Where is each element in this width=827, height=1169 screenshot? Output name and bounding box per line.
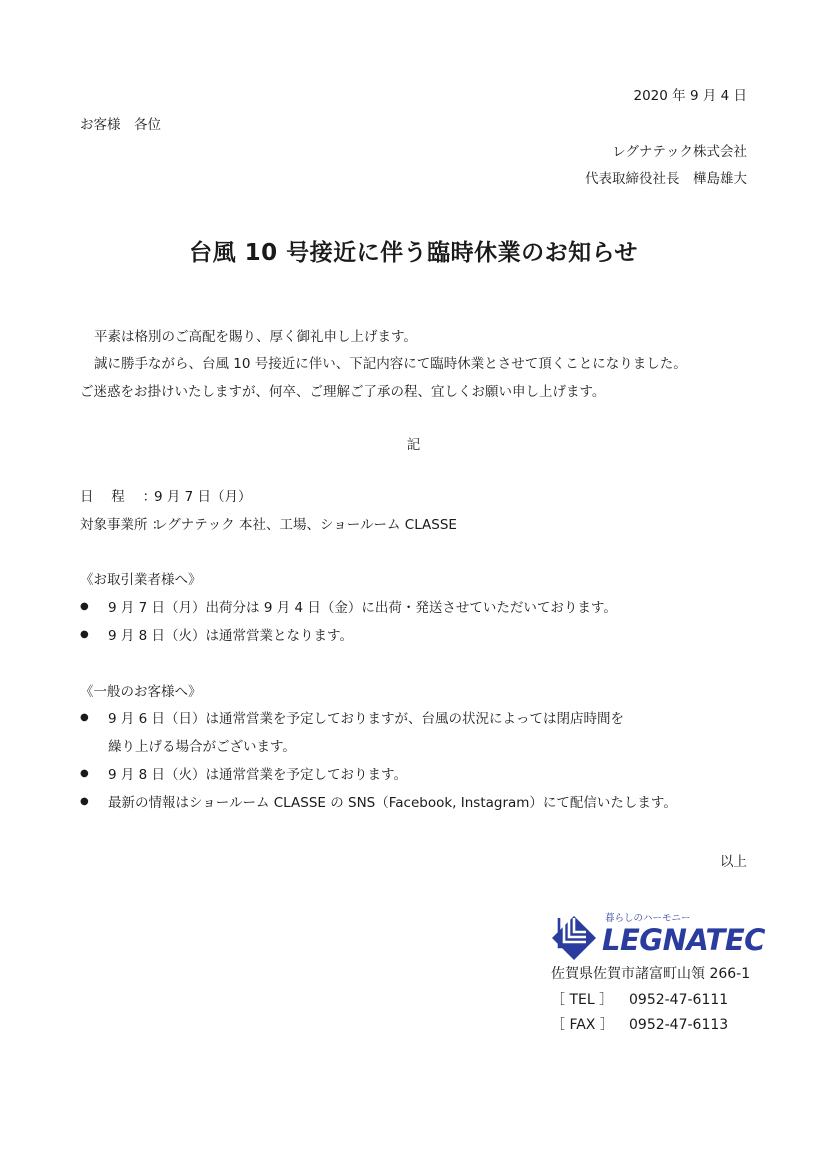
ki-marker: 記 [406,437,421,453]
general-item-1: 9 月 6 日（日）は通常営業を予定しておりますが、台風の状況によっては閉店時間を [108,711,625,727]
schedule-label: 日 程 ： [80,489,157,505]
fax-number: 0952-47-6113 [629,1017,729,1033]
business-section-heading: 《お取引業者様へ》 [80,572,202,588]
general-item-2: 9 月 8 日（火）は通常営業を予定しております。 [108,767,407,783]
bullet-icon: ● [80,796,89,807]
schedule-value: 9 月 7 日（月） [154,489,252,505]
business-item-1: 9 月 7 日（月）出荷分は 9 月 4 日（金）に出荷・発送させていただいております。 [108,600,617,616]
business-item-2: 9 月 8 日（火）は通常営業となります。 [108,628,353,644]
closing-word: 以上 [720,854,747,870]
addressee: お客様 各位 [80,117,161,133]
legnatec-logo-mark-icon [550,912,600,962]
tel-label: ［ TEL ］ [551,992,614,1008]
logo-brand-text: LEGNATEC [602,923,765,957]
tel-number: 0952-47-6111 [629,992,729,1008]
general-item-3: 最新の情報はショールーム CLASSE の SNS（Facebook, Instagram）にて配信いたします。 [108,795,677,811]
body-paragraph-3: ご迷惑をお掛けいたしますが、何卒、ご理解ご了承の程、宜しくお願い申し上げます。 [80,384,606,400]
company-address: 佐賀県佐賀市諸富町山領 266-1 [551,966,751,982]
general-section-heading: 《一般のお客様へ》 [80,684,202,700]
general-item-1-continued: 繰り上げる場合がございます。 [108,739,296,755]
body-paragraph-2: 誠に勝手ながら、台風 10 号接近に伴い、下記内容にて臨時休業とさせて頂くことになりました。 [94,356,687,372]
bullet-icon: ● [80,712,89,723]
location-label: 対象事業所 ： [80,517,166,533]
bullet-icon: ● [80,629,89,640]
fax-label: ［ FAX ］ [551,1017,614,1033]
notice-title: 台風 10 号接近に伴う臨時休業のお知らせ [189,240,638,266]
location-value: レグナテック 本社、工場、ショールーム CLASSE [154,517,457,533]
bullet-icon: ● [80,768,89,779]
letter-date: 2020 年 9 月 4 日 [633,88,747,104]
bullet-icon: ● [80,601,89,612]
logo-tagline: 暮らしのハーモニー [605,913,691,924]
sender-president: 代表取締役社長 樺島雄大 [585,171,747,187]
body-paragraph-1: 平素は格別のご高配を賜り、厚く御礼申し上げます。 [94,329,417,345]
sender-company: レグナテック株式会社 [612,144,747,160]
